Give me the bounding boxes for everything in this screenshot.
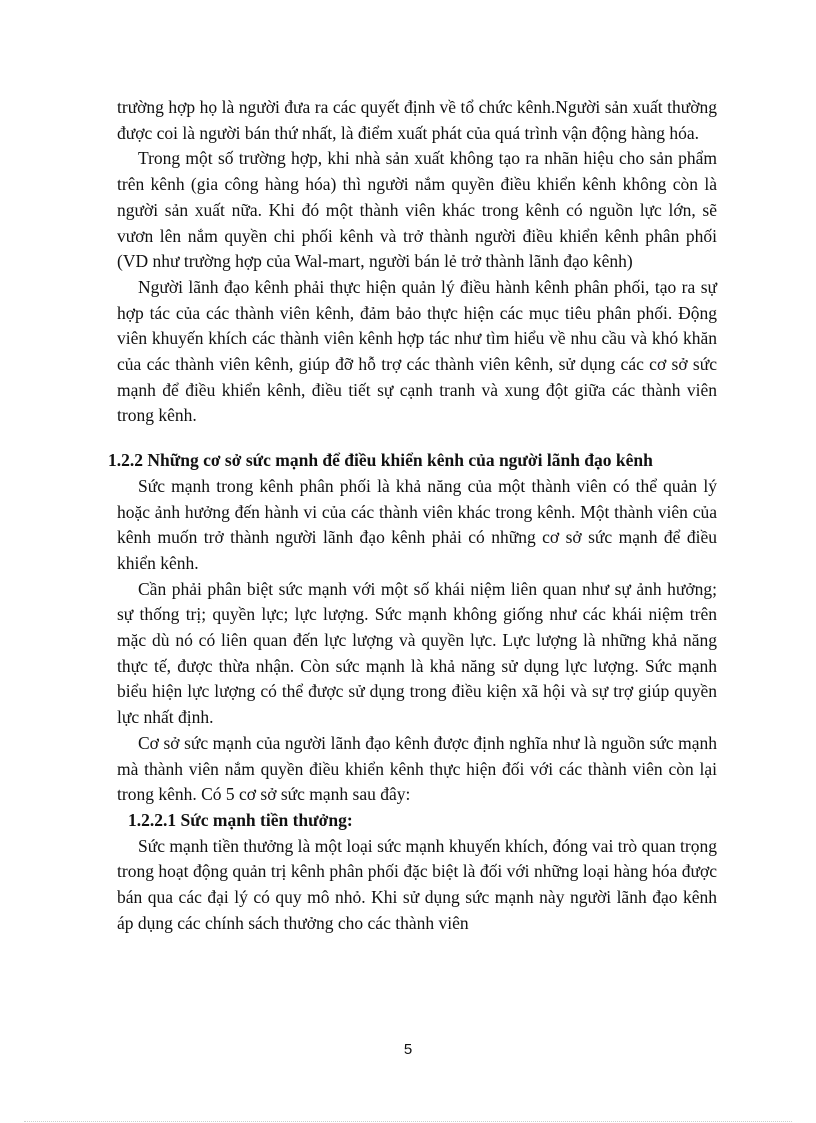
paragraph-1: trường hợp họ là người đưa ra các quyết định về tổ chức kênh.Người sản xuất thường được coi là người bán thứ nhất, là điểm xuất phát của quá trình vận động hàng hóa. <box>117 97 717 143</box>
subsection-heading: 1.2.2.1 Sức mạnh tiền thưởng: <box>128 809 353 830</box>
paragraph-4: Sức mạnh trong kênh phân phối là khả năng của một thành viên có thể quản lý hoặc ảnh hưởng đến hành vi của các thành viên khác trong kênh. Một thành viên của kênh muốn trở thành người lãnh đạo kênh phải có những cơ sở sức mạnh để điều khiển kênh. <box>117 475 717 573</box>
section-heading: 1.2.2 Những cơ sở sức mạnh để điều khiển kênh của người lãnh đạo kênh <box>108 450 653 471</box>
body-text <box>108 95 717 937</box>
paragraph-6: Cơ sở sức mạnh của người lãnh đạo kênh được định nghĩa như là nguồn sức mạnh mà thành viên nắm quyền điều khiển kênh thực hiện đối với các thành viên còn lại trong kênh. Có 5 cơ sở sức mạnh sau đây: <box>117 732 717 805</box>
paragraph-5: Cần phải phân biệt sức mạnh với một số khái niệm liên quan như sự ảnh hưởng; sự thống trị; quyền lực; lực lượng. Sức mạnh không giống như các khái niệm trên mặc dù nó có liên quan đến lực lượng và quyền lực. Lực lượng là những khả năng thực tế, được thừa nhận. Còn sức mạnh là khả năng sử dụng lực lượng. Sức mạnh biểu hiện lực lượng có thể được sử dụng trong điều kiện xã hội và sự trợ giúp quyền lực nhất định. <box>117 578 717 728</box>
paragraph-2: Trong một số trường hợp, khi nhà sản xuất không tạo ra nhãn hiệu cho sản phẩm trên kênh (gia công hàng hóa) thì người nắm quyền điều khiển kênh không còn là người sản xuất nữa. Khi đó một thành viên khác trong kênh có nguồn lực lớn, sẽ vươn lên nắm quyền chi phối kênh và trở thành người điều khiển kênh phân phối (VD như trường hợp của Wal-mart, người bán lẻ trở thành lãnh đạo kênh) <box>117 148 717 272</box>
section-spacer <box>117 429 717 448</box>
page-bottom-divider <box>24 1121 792 1122</box>
page-number: 5 <box>403 1041 413 1058</box>
paragraph-7: Sức mạnh tiền thưởng là một loại sức mạnh khuyến khích, đóng vai trò quan trọng trong hoạt động quản trị kênh phân phối đặc biệt là đối với những loại hàng hóa được bán qua các đại lý có quy mô nhỏ. Khi sử dụng sức mạnh này người lãnh đạo kênh áp dụng các chính sách thưởng cho các thành viên <box>117 835 717 933</box>
paragraph-3: Người lãnh đạo kênh phải thực hiện quản lý điều hành kênh phân phối, tạo ra sự hợp tác của các thành viên kênh, đảm bảo thực hiện các mục tiêu phân phối. Động viên khuyến khích các thành viên kênh hợp tác như tìm hiểu về nhu cầu và khó khăn của các thành viên kênh, giúp đỡ hỗ trợ các thành viên kênh, sử dụng các cơ sở sức mạnh để điều khiển kênh, điều tiết sự cạnh tranh và xung đột giữa các thành viên trong kênh. <box>117 276 717 426</box>
